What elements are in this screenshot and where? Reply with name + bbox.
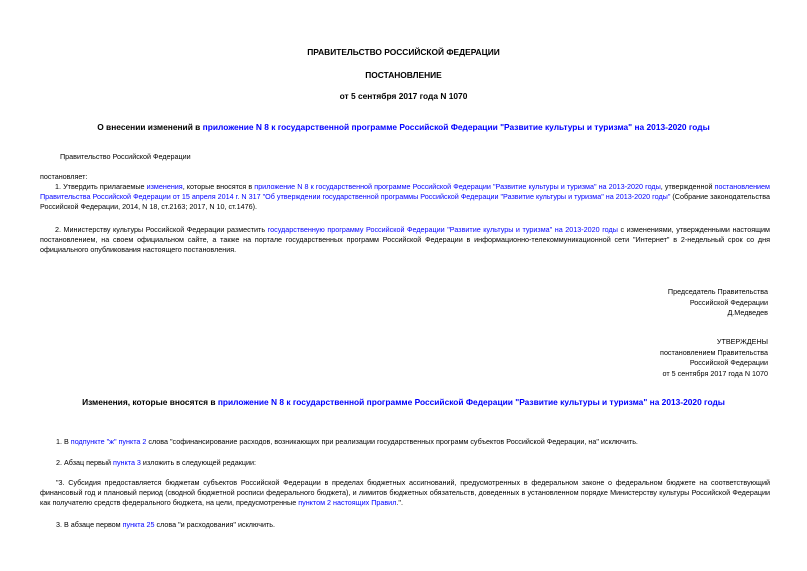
approved-date: от 5 сентября 2017 года N 1070 <box>662 368 768 378</box>
changes-title-prefix: Изменения, которые вносятся в <box>82 397 218 407</box>
change-2-quote-rules-link[interactable]: пунктом 2 настоящих Правил <box>298 498 397 507</box>
approved-block <box>660 337 768 379</box>
change-3 <box>56 520 275 530</box>
clause-1-text-d: (Собрание законодательства Российской Федерации, 2014, N 18, ст.2163; 2017, N 10, ст.1476). <box>40 192 770 211</box>
clause-1-resolution-link[interactable]: постановлением Правительства Российской Федерации от 15 апреля 2014 г. N 317 "Об утверждении государственной программы Российской Федерации "Развитие культуры и туризма" на 2013-2020 годы" <box>40 182 770 201</box>
change-3-text-b: слова "и расходования" исключить. <box>154 520 276 529</box>
change-2-clause-link[interactable]: пункта 3 <box>113 458 141 467</box>
clause-1-text-c: , утвержденной <box>660 182 715 191</box>
doc-type-heading: ПОСТАНОВЛЕНИЕ <box>365 70 442 80</box>
government-line: Правительство Российской Федерации <box>60 152 191 161</box>
change-2-quote <box>40 478 770 508</box>
change-3-text-a: 3. В абзаце первом <box>56 520 123 529</box>
clause-1-text-a: 1. Утвердить прилагаемые <box>55 182 147 191</box>
signature-country: Российской Федерации <box>689 297 768 307</box>
change-1-text-a: 1. В <box>56 437 71 446</box>
org-heading: ПРАВИТЕЛЬСТВО РОССИЙСКОЙ ФЕДЕРАЦИИ <box>307 47 500 57</box>
change-3-clause-link[interactable]: пункта 25 <box>122 520 155 529</box>
signature-block <box>668 287 768 319</box>
change-1-text-b: слова "софинансирование расходов, возникающих при реализации государственных программ субъектов Российской Федерации, на" исключить. <box>146 437 638 446</box>
clause-1-annex-link[interactable]: приложение N 8 к государственной программе Российской Федерации "Развитие культуры и туризма" на 2013-2020 годы <box>254 182 661 191</box>
clause-2-program-link[interactable]: государственную программу Российской Федерации "Развитие культуры и туризма" на 2013-2020 годы <box>267 225 618 234</box>
change-2-text-b: изложить в следующей редакции: <box>140 458 256 467</box>
approved-label: УТВЕРЖДЕНЫ <box>716 337 768 346</box>
title-annex-link[interactable]: приложение N 8 к государственной программе Российской Федерации "Развитие культуры и туризма" на 2013-2020 годы <box>202 122 710 132</box>
signature-title: Председатель Правительства <box>667 287 768 296</box>
title-prefix: О внесении изменений в <box>97 122 203 132</box>
changes-title-annex-link[interactable]: приложение N 8 к государственной программе Российской Федерации "Развитие культуры и туризма" на 2013-2020 годы <box>217 397 725 407</box>
clause-1-text-b: , которые вносятся в <box>182 182 255 191</box>
clause-1 <box>40 182 770 212</box>
approved-by: постановлением Правительства <box>660 347 768 357</box>
approved-country: Российской Федерации <box>689 358 768 367</box>
signature-name: Д.Медведев <box>727 308 768 317</box>
clause-2-text-b: с изменениями, утвержденными настоящим постановлением, на своем официальном сайте, а также на портале государственных программ Российской Федерации в информационно-телекоммуникационной сети "Интернет" в 2-недельный срок со дня официального опубликования настоящего постановления. <box>40 225 770 254</box>
changes-title <box>0 397 807 407</box>
change-1 <box>56 437 638 447</box>
change-2 <box>56 458 256 468</box>
resolves-line: постановляет: <box>40 172 88 181</box>
clause-2 <box>40 225 770 255</box>
date-number-heading: от 5 сентября 2017 года N 1070 <box>339 91 468 101</box>
change-2-quote-text-a: "3. Субсидия предоставляется бюджетам субъектов Российской Федерации в пределах бюджетных ассигнований, предусмотренных в федеральном законе о федеральном бюджете на соответствующий финансовый год и плановый период (сводной бюджетной росписи федерального бюджета), и лимитов бюджетных обязательств, доведенных в установленном порядке Министерству культуры Российской Федерации как получателю средств федерального бюджета, на цели, предусмотренные <box>40 478 770 507</box>
clause-2-text-a: 2. Министерству культуры Российской Федерации разместить <box>55 225 268 234</box>
change-1-subclause-link[interactable]: подпункте "ж" пункта 2 <box>70 437 147 446</box>
change-2-text-a: 2. Абзац первый <box>56 458 114 467</box>
document-title <box>0 122 807 132</box>
clause-1-changes-link[interactable]: изменения <box>146 182 183 191</box>
change-2-quote-text-b: .". <box>396 498 403 507</box>
